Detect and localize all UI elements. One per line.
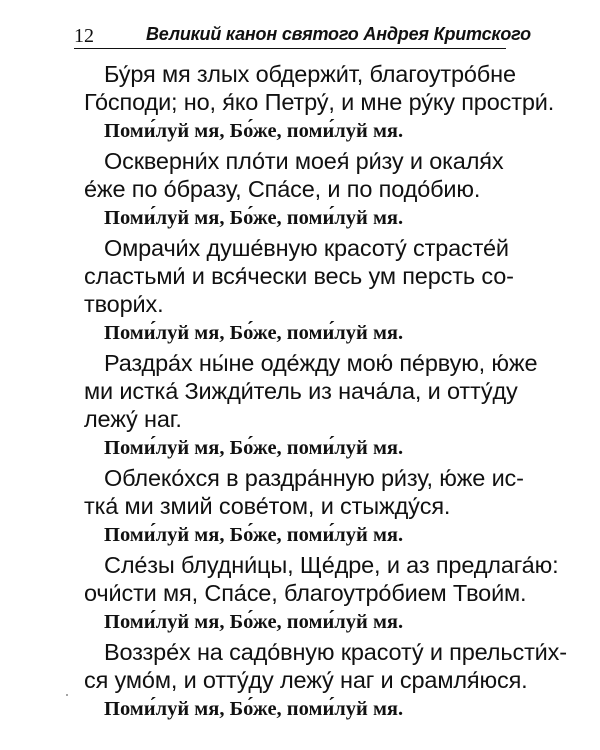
verse-line: Оскверни́х пло́ти моея́ ри́зу и окаля́х: [104, 148, 504, 174]
verse-line: Го́споди; но, я́ко Петру́, и мне ру́ку простри́.: [84, 89, 555, 115]
verse: [84, 349, 538, 433]
refrain: Поми́луй мя, Бо́же, поми́луй мя.: [104, 524, 404, 546]
verse-line: тка́ ми змий сове́том, и стыжду́ся.: [84, 493, 451, 519]
refrain: Поми́луй мя, Бо́же, поми́луй мя.: [104, 698, 404, 720]
refrain: Поми́луй мя, Бо́же, поми́луй мя.: [104, 207, 404, 229]
canon-text: [84, 60, 567, 725]
verse-line: ся умо́м, и отту́ду лежу́ наг и срамля́юся.: [84, 667, 528, 693]
verse-line: очи́сти мя, Спа́се, благоутро́бием Твои́м.: [84, 580, 527, 606]
verse-line: Облеко́хся в раздра́нную ри́зу, ю́же ис-: [104, 465, 524, 491]
refrain: Поми́луй мя, Бо́же, поми́луй мя.: [104, 120, 404, 142]
verse-line: сластьми́ и вся́чески весь ум персть со-: [84, 263, 514, 289]
running-title: Великий канон святого Андрея Критского: [146, 24, 531, 44]
page-number: 12: [74, 25, 94, 47]
verse-line: Воззре́х на садо́вную красоту́ и прельсти́х-: [104, 639, 567, 665]
verse-line: Омрачи́х душе́вную красоту́ страсте́й: [104, 235, 509, 261]
page-header: [74, 22, 531, 49]
verse: [84, 147, 524, 203]
verse: [84, 551, 559, 607]
verse: [84, 638, 567, 694]
print-speck: [66, 694, 68, 696]
verse: [84, 60, 555, 116]
verse-line: лежу́ наг.: [84, 406, 182, 432]
verse-line: Сле́зы блудни́цы, Ще́дре, и аз предлага́ю:: [104, 552, 559, 578]
refrain: Поми́луй мя, Бо́же, поми́луй мя.: [104, 322, 404, 344]
verse: [84, 234, 524, 318]
refrain: Поми́луй мя, Бо́же, поми́луй мя.: [104, 437, 404, 459]
verse-line: твори́х.: [84, 291, 164, 317]
refrain: Поми́луй мя, Бо́же, поми́луй мя.: [104, 611, 404, 633]
verse-line: Раздра́х ны́не оде́жду мою́ пе́рвую, ю́же: [104, 350, 538, 376]
verse: [84, 464, 524, 520]
verse-line: е́же по о́бразу, Спа́се, и по подо́бию.: [84, 176, 481, 202]
verse-line: Бу́ря мя злых обдержи́т, благоутро́бне: [104, 61, 516, 87]
verse-line: ми истка́ Зижди́тель из нача́ла, и отту́ду: [84, 378, 518, 404]
